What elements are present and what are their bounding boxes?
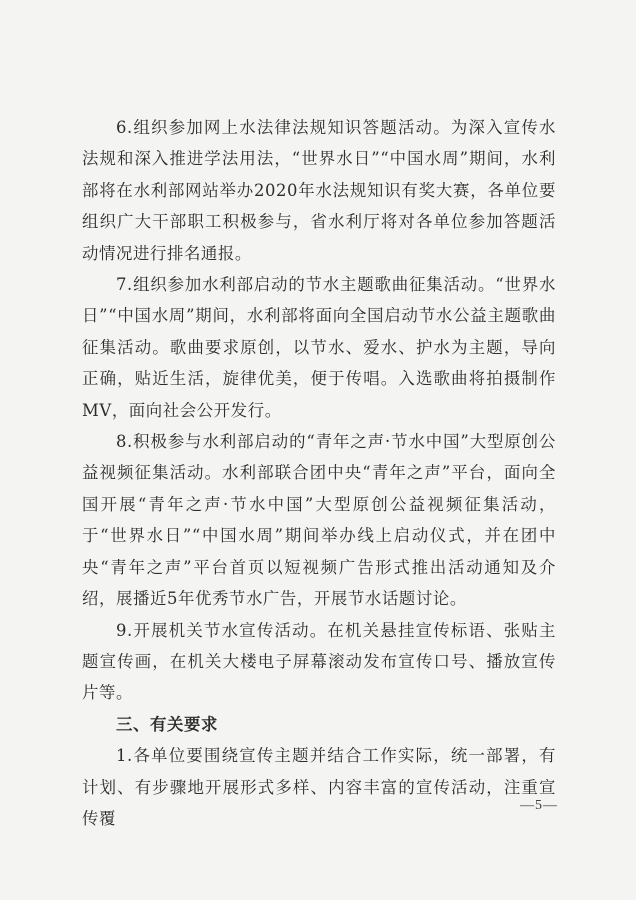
requirement-paragraph-1: 1.各单位要围绕宣传主题并结合工作实际，统一部署，有计划、有步骤地开展形式多样、内容丰富的宣传活动，注重宣传覆 [82,746,556,828]
paragraph-item-9: 9.开展机关节水宣传活动。在机关悬挂宣传标语、张贴主题宣传画，在机关大楼电子屏幕滚动发布宣传口号、播放宣传片等。 [82,620,556,703]
paragraph-item-7: 7.组织参加水利部启动的节水主题歌曲征集活动。“世界水日”“中国水周”期间，水利部将面向全国启动节水公益主题歌曲征集活动。歌曲要求原创，以节水、爱水、护水为主题，导向正确，贴近生活，旋律优美，便于传唱。入选歌曲将拍摄制作MV，面向社会公开发行。 [82,275,556,420]
document-body [82,112,556,834]
page-number: —5— [520,798,558,813]
section-heading: 三、有关要求 [116,714,218,734]
paragraph-item-8: 8.积极参与水利部启动的“青年之声·节水中国”大型原创公益视频征集活动。水利部联合团中央“青年之声”平台，面向全国开展“青年之声·节水中国”大型原创公益视频征集活动，于“世界水日”“中国水周”期间举办线上启动仪式，并在团中央“青年之声”平台首页以短视频广告形式推出活动通知及介绍，展播近5年优秀节水广告，开展节水话题讨论。 [82,432,556,609]
paragraph-item-6: 6.组织参加网上水法律法规知识答题活动。为深入宣传水法规和深入推进学法用法，“世界水日”“中国水周”期间，水利部将在水利部网站举办2020年水法规知识有奖大赛，各单位要组织广大干部职工积极参与，省水利厅将对各单位参加答题活动情况进行排名通报。 [82,118,556,263]
